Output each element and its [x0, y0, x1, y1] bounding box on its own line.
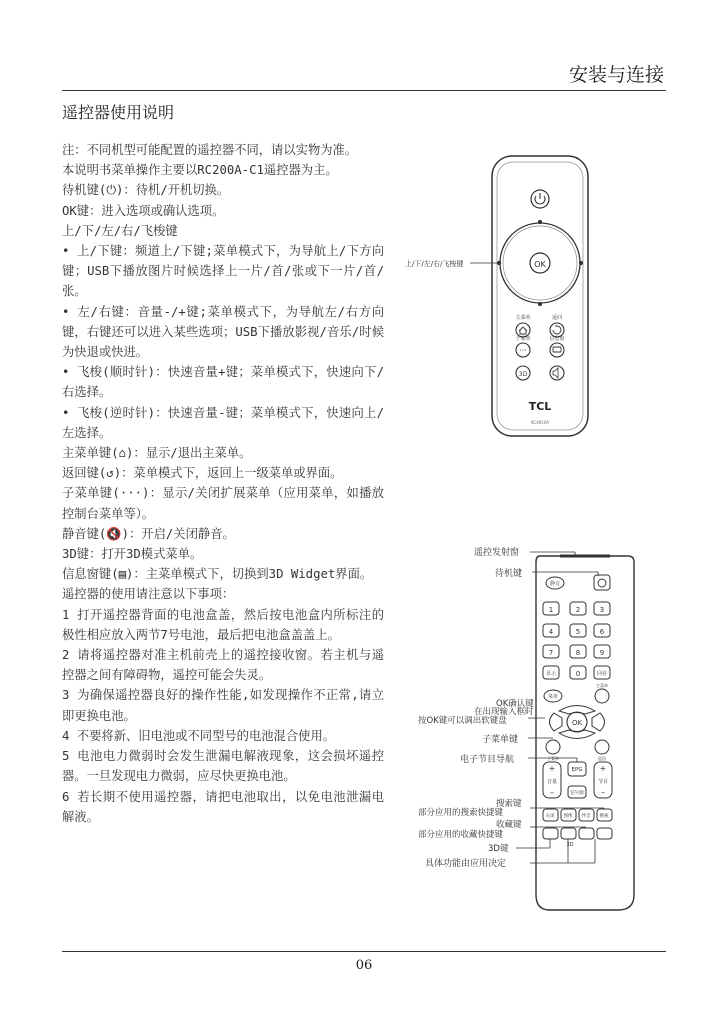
standby-button [594, 575, 610, 590]
page-number: 06 [355, 958, 373, 973]
dpad-up [559, 706, 595, 715]
digit-7: 7 [548, 649, 554, 657]
info-icon [550, 343, 564, 357]
submenu-caption: 子菜单 [515, 336, 531, 342]
favorite-shortcut-label: 部分应用的收藏快捷键 [418, 830, 504, 840]
vol-caption: 音量 [546, 779, 558, 785]
paragraph: 主菜单键(⌂)：显示/退出主菜单。 [62, 446, 252, 461]
digit-9: 9 [599, 649, 605, 657]
dpad-left [550, 713, 563, 731]
back-icon-glyph [553, 326, 561, 334]
mute-icon-glyph [553, 368, 558, 378]
search-shortcut-label: 部分应用的搜索快捷键 [418, 808, 504, 818]
dpad-right [592, 713, 605, 731]
paragraph: 3D键：打开3D模式菜单。 [62, 547, 203, 562]
dpad-down [559, 730, 595, 739]
ok-label: OK [534, 260, 546, 269]
row-a-4: 搜索 [599, 814, 609, 819]
standby-label: 待机键 [495, 569, 523, 579]
submenu-dots: ··· [519, 346, 527, 355]
nav-dot-right [579, 261, 582, 264]
ok-input-label: 在出现输入框时 [474, 707, 534, 717]
brand-logo: TCL [528, 400, 552, 413]
paragraph: 信息窗键(▤)：主菜单模式下，切换到3D Widget界面。 [62, 567, 373, 582]
submenu-caption: 子菜单 [547, 756, 559, 761]
back-icon [595, 740, 609, 754]
back-icon [550, 323, 564, 337]
digit-3: 3 [599, 606, 605, 614]
ir-window-label: 遥控发射窗 [474, 548, 520, 558]
digit-5: 5 [575, 628, 581, 636]
ok-keyboard-label: 按OK键可以调出软键盘 [418, 716, 507, 726]
paragraph: • 飞梭(逆时针)：快速音量-键；菜单模式下，快速向上/左选择。 [62, 405, 384, 440]
info-caption: 信息窗 [549, 336, 565, 342]
home-icon-glyph [519, 327, 527, 334]
app-defined-label: 具体功能由应用决定 [425, 859, 507, 869]
vol-plus: + [548, 764, 556, 773]
ch-plus: + [599, 764, 607, 773]
epg-caption: EPG [571, 767, 583, 773]
home-icon [516, 323, 530, 337]
digit-0: 0 [575, 670, 581, 678]
color-key-3 [579, 828, 594, 839]
remote-1-inner-body [497, 162, 583, 430]
nav-dot-up [538, 220, 541, 223]
ch-minus: – [601, 788, 605, 797]
epg-nav-label: 电子节目导航 [460, 755, 515, 765]
header-title: 安装与连接 [568, 64, 664, 86]
paragraph: OK键：进入选项或确认选项。 [62, 203, 225, 218]
paragraph: 2 请将遥控器对准主机前壳上的遥控接收窗。若主机与遥控器之间有障碍物，遥控可能会失灵。 [62, 648, 384, 683]
ok-caption: OK [571, 719, 583, 727]
digit-2: 2 [575, 606, 581, 614]
digit-8: 8 [575, 649, 581, 657]
mute-icon [550, 366, 564, 380]
footer-rule [62, 951, 666, 952]
paragraph: 3 为确保遥控器良好的操作性能,如发现操作不正常,请立即更换电池。 [62, 688, 384, 723]
paragraph: 返回键(↺)：菜单模式下，返回上一级菜单或界面。 [62, 466, 343, 481]
paragraph: 1 打开遥控器背面的电池盒盖，然后按电池盒内所标注的极性相应放入两节7号电池，最后把电池盒盖盖上。 [62, 607, 384, 642]
paragraph: 待机键(⏻)：待机/开机切换。 [62, 183, 230, 198]
color-key-1 [543, 828, 558, 839]
row-a-2: 图像 [563, 814, 573, 819]
menu-caption: 菜单 [547, 694, 559, 700]
paragraph: 静音键(🔇)：开启/关闭静音。 [62, 526, 235, 541]
nav-keys-label: 上/下/左/右/飞梭键 [405, 260, 464, 268]
paragraph: 本说明书菜单操作主要以RC200A-C1遥控器为主。 [62, 163, 338, 178]
paragraph: 4 不要将新、旧电池或不同型号的电池混合使用。 [62, 728, 336, 743]
remote-1 [470, 156, 588, 436]
recall-caption: 回看 [596, 671, 608, 677]
section-title: 遥控器使用说明 [62, 103, 175, 122]
display-caption: 显示 [545, 671, 557, 677]
paragraph: 上/下/左/右/飞梭键 [62, 223, 178, 238]
nav-dot-down [538, 302, 541, 305]
paragraph: 6 若长期不使用遥控器，请把电池取出，以免电池泄漏电解液。 [62, 789, 384, 824]
power-icon [598, 579, 606, 587]
home-caption: 主菜单 [515, 315, 531, 321]
digit-4: 4 [548, 628, 554, 636]
model-label: RC4910A [530, 420, 550, 425]
color-key-2 [561, 828, 576, 839]
row-a-1: 关闭 [545, 814, 555, 819]
3d-key-label: 3D键 [488, 844, 509, 854]
digit-1: 1 [548, 606, 554, 614]
submenu-button [546, 740, 560, 754]
favorite-label: 收藏键 [496, 820, 522, 830]
home-caption: 主菜单 [596, 683, 608, 688]
digit-6: 6 [599, 628, 605, 636]
search-label: 搜索键 [496, 799, 522, 809]
info-icon-glyph [553, 347, 561, 352]
back-caption: 返回 [551, 315, 563, 321]
back-caption: 返回 [598, 756, 606, 761]
source-caption: 信号源 [570, 791, 584, 796]
submenu-label: 子菜单键 [482, 735, 519, 745]
ok-confirm-label: OK确认键 [496, 699, 534, 709]
paragraph: 5 电池电力微弱时会发生泄漏电解液现象，这会损坏遥控器。一旦发现电力微弱，应尽快更换电池。 [62, 749, 384, 784]
3d-label: 3D [518, 371, 528, 378]
vol-minus: – [550, 788, 554, 797]
color-key-4 [597, 828, 612, 839]
row-a-3: 伴音 [581, 814, 591, 819]
ch-caption: 节目 [597, 779, 609, 785]
paragraph: • 飞梭(顺时针)：快速音量+键；菜单模式下，快速向下/右选择。 [62, 365, 384, 400]
3d-tag: 3D [566, 842, 574, 848]
mute-caption: 静音 [549, 581, 561, 587]
paragraph: • 左/右键：音量-/+键;菜单模式下，为导航左/右方向键，右键还可以进入某些选项；USB下播放影视/音乐/时候为快退或快进。 [62, 304, 384, 360]
paragraph: 子菜单键(···)：显示/关闭扩展菜单（应用菜单，如播放控制台菜单等）。 [62, 486, 384, 521]
paragraph: 遥控器的使用请注意以下事项： [62, 587, 235, 602]
home-icon [595, 689, 609, 703]
paragraph: • 上/下键：频道上/下键;菜单模式下，为导航上/下方向键；USB下播放图片时候选择上一片/首/张或下一片/首/张。 [62, 244, 384, 299]
paragraph: 注：不同机型可能配置的遥控器不同，请以实物为准。 [62, 143, 358, 157]
